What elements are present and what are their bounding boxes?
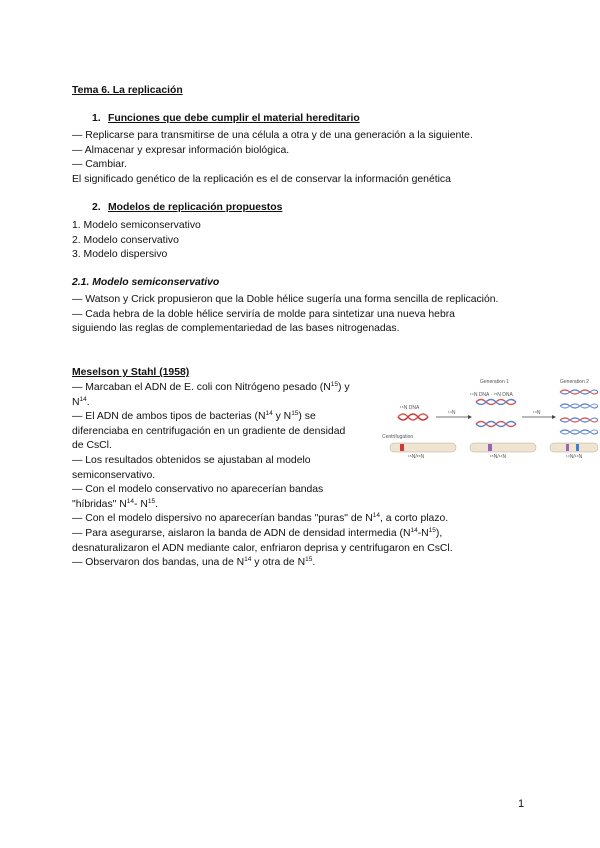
meselson-line: diferenciaba en centrifugación en un gradiente de densidad (72, 425, 346, 437)
section21-line: siguiendo las reglas de complementariedad de las bases nitrogenadas. (72, 323, 400, 335)
meselson-line: desnaturalizaron el ADN mediante calor, enfriaron deprisa y centrifugaron en CsCl. (72, 542, 453, 554)
section2-number: 2. (92, 202, 101, 213)
meselson-line: — Observaron dos bandas, una de $N^{14}$ y otra de $N^{15}$. (72, 556, 316, 569)
arrow2-label: ¹⁴N (533, 410, 541, 416)
section1-line: — Cambiar. (72, 159, 127, 171)
section1-line: — Replicarse para transmitirse de una célula a otra y de una generación a la siguiente. (72, 130, 473, 141)
band2-label: ¹⁵N/¹⁴N (490, 454, 507, 458)
tube-2 (470, 443, 536, 452)
arrow-1 (436, 410, 472, 419)
model-list-item: 3. Modelo dispersivo (72, 249, 168, 261)
meselson-line: — El ADN de ambos tipos de bacterias ($N^{14}$ y $N^{15}$) se (72, 410, 316, 423)
tube-3 (550, 443, 598, 452)
meselson-line: semiconservativo. (72, 469, 156, 481)
page-title: Tema 6. La replicación (72, 85, 183, 96)
section1-number: 1. (92, 113, 101, 124)
section1-title: Funciones que debe cumplir el material hereditario (108, 113, 360, 124)
band1-label: ¹⁵N/¹⁵N (408, 454, 425, 458)
meselson-heading: Meselson y Stahl (1958) (72, 367, 190, 378)
section1-line: — Almacenar y expresar información biológica. (72, 144, 290, 156)
section21-heading: 2.1. Modelo semiconservativo (72, 277, 220, 288)
generation2-label: Generation 2 (560, 379, 589, 385)
arrow1-label: ¹⁴N (448, 410, 456, 416)
section2-body (72, 219, 542, 263)
meselson-line: — Marcaban el ADN de E. coli con Nitrógeno pesado $(N^{15})$ y (72, 381, 350, 393)
section1-line: El significado genético de la replicación es el de conservar la información genética (72, 173, 451, 185)
meselson-line: — Los resultados obtenidos se ajustaban al modelo (72, 454, 311, 466)
meselson-line: — Con el modelo conservativo no aparecerían bandas (72, 484, 324, 496)
model-list-item: 1. Modelo semiconservativo (72, 220, 201, 231)
tube-1 (390, 443, 456, 452)
gradient-label: Centrifugation (382, 434, 414, 440)
section21-body (72, 293, 542, 337)
section21-line: — Watson y Crick propusieron que la Doble hélice sugería una forma sencilla de replicación. (72, 294, 499, 305)
page-number: 1 (518, 798, 525, 810)
meselson-line: $N^{14}$. (72, 395, 90, 408)
band3-label: ¹⁴N/¹⁴N (566, 454, 583, 458)
section2-title: Modelos de replicación propuestos (108, 202, 283, 213)
generation1-helices (476, 400, 516, 427)
meselson-line: "híbridas" $N^{14}-$ $N^{15}$. (72, 497, 158, 510)
meselson-line: — Con el modelo dispersivo no aparecerían bandas "puras" de $N^{14}$, a corto plazo. (72, 512, 449, 525)
parent-helix (398, 414, 428, 420)
hybrid-dna-label: ¹⁴N DNA · ¹⁵N DNA (470, 392, 513, 398)
generation1-label: Generation 1 (480, 379, 509, 385)
section21-line: — Cada hebra de la doble hélice serviría de molde para sintetizar una nueva hebra (72, 308, 455, 320)
model-list-item: 2. Modelo conservativo (72, 234, 179, 246)
section1-body (72, 129, 542, 187)
section2-heading (92, 201, 282, 216)
generation2-helices (560, 390, 598, 434)
replication-diagram (370, 372, 598, 458)
meselson-line: de CsCl. (72, 440, 112, 452)
meselson-stahl-figure (370, 372, 598, 458)
section1-heading (92, 112, 360, 127)
parent-dna-label: ¹⁵N DNA (400, 405, 420, 411)
arrow-2 (522, 410, 556, 419)
meselson-line: — Para asegurarse, aislaron la banda de ADN de densidad intermedia $(N^{14}-N^{15})$, (72, 526, 443, 539)
